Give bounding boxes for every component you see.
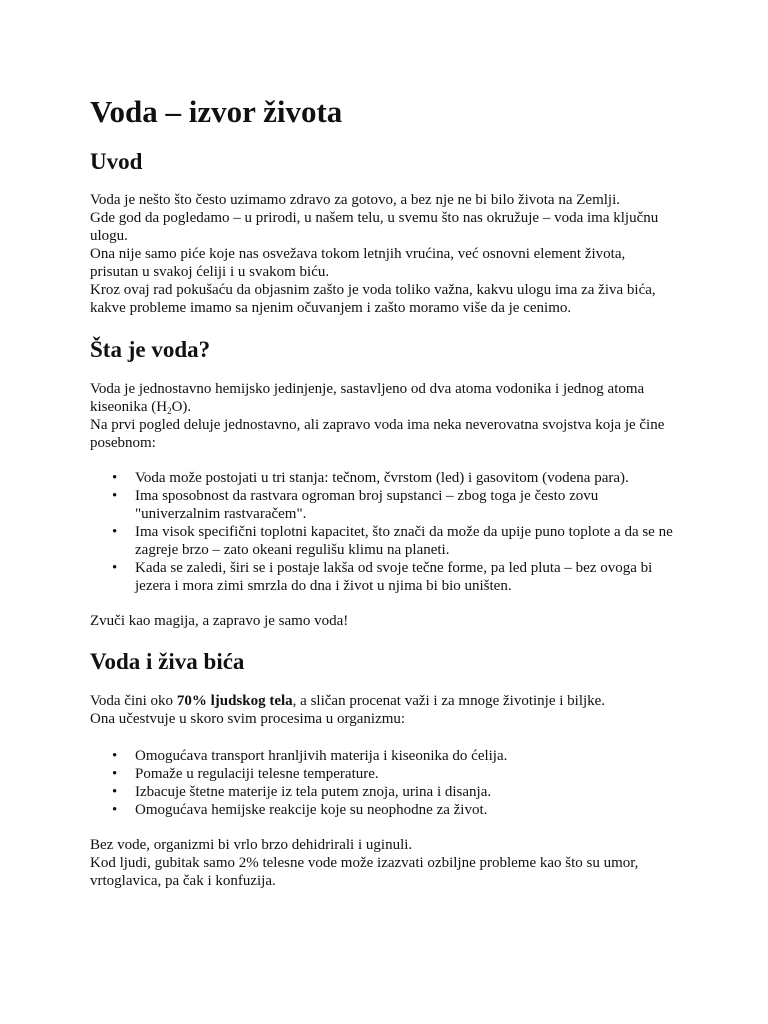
bullet-glyph: •	[112, 802, 118, 818]
bullet-glyph: •	[112, 560, 118, 576]
paragraph-line: vrtoglavica, pa čak i konfuzija.	[90, 873, 276, 889]
paragraph-line	[90, 398, 690, 416]
section-heading-uvod: Uvod	[90, 149, 143, 174]
paragraph-line: Kroz ovaj rad pokušaću da objasnim zašto je voda toliko važna, kakvu ulogu ima za živa bića,	[90, 282, 656, 298]
paragraph-line: Gde god da pogledamo – u prirodi, u našem telu, u svemu što nas okružuje – voda ima ključnu	[90, 210, 659, 226]
text-run: , a sličan procenat važi i za mnoge životinje i biljke.	[292, 693, 606, 709]
voda-i-ziva-bica-intro	[90, 692, 690, 728]
paragraph-line: posebnom:	[90, 435, 156, 451]
voda-i-ziva-bica-closing	[90, 836, 690, 890]
paragraph-line: Kod ljudi, gubitak samo 2% telesne vode može izazvati ozbiljne probleme kao što su umor,	[90, 855, 639, 871]
list-item-line: Kada se zaledi, širi se i postaje lakša od svoje tečne forme, pa led pluta – bez ovoga bi	[135, 560, 653, 576]
paragraph-line: Ona nije samo piće koje nas osvežava tokom letnjih vrućina, već osnovni element života,	[90, 246, 626, 262]
list-item-line: Ima visok specifični toplotni kapacitet, što znači da može da upije puno toplote a da se ne	[135, 524, 673, 540]
water-properties-list	[90, 469, 690, 595]
list-item-line: Ima sposobnost da rastvara ogroman broj supstanci – zbog toga je često zovu	[135, 488, 599, 504]
list-item-line: Pomaže u regulaciji telesne temperature.	[135, 766, 379, 782]
list-item	[90, 487, 690, 523]
text-run: Voda čini oko	[90, 693, 177, 709]
formula-prefix: kiseonika (H	[90, 399, 168, 415]
paragraph-line: Voda je nešto što često uzimamo zdravo za gotovo, a bez nje ne bi bilo života na Zemlji.	[90, 192, 620, 208]
list-item	[90, 801, 690, 819]
paragraph-line	[90, 692, 690, 710]
list-item	[90, 559, 690, 595]
list-item	[90, 783, 690, 801]
bullet-glyph: •	[112, 748, 118, 764]
list-item-line: Izbacuje štetne materije iz tela putem znoja, urina i disanja.	[135, 784, 492, 800]
list-item-line: Omogućava transport hranljivih materija i kiseonika do ćelija.	[135, 748, 508, 764]
section-heading-sta-je-voda: Šta je voda?	[90, 337, 211, 362]
list-item-line: "univerzalnim rastvaračem".	[135, 506, 307, 522]
bold-text-run: 70% ljudskog tela	[176, 693, 293, 709]
paragraph-line: Zvuči kao magija, a zapravo je samo voda!	[90, 613, 349, 629]
formula-subscript: 2	[167, 406, 172, 416]
sta-je-voda-closing	[90, 612, 690, 630]
paragraph-line: Bez vode, organizmi bi vrlo brzo dehidrirali i uginuli.	[90, 837, 413, 853]
list-item	[90, 469, 690, 487]
paragraph-line: Voda je jednostavno hemijsko jedinjenje, sastavljeno od dva atoma vodonika i jednog atoma	[90, 381, 645, 397]
list-item-line: zagreje brzo – zato okeani regulišu klimu na planeti.	[135, 542, 450, 558]
bullet-glyph: •	[112, 784, 118, 800]
paragraph-line: Na prvi pogled deluje jednostavno, ali zapravo voda ima neka neverovatna svojstva koja je čine	[90, 417, 665, 433]
list-item-line: Omogućava hemijske reakcije koje su neophodne za život.	[135, 802, 488, 818]
list-item	[90, 747, 690, 765]
uvod-paragraph	[90, 191, 690, 317]
bullet-glyph: •	[112, 766, 118, 782]
bullet-glyph: •	[112, 488, 118, 504]
bullet-glyph: •	[112, 470, 118, 486]
document-title: Voda – izvor života	[90, 94, 343, 129]
list-item	[90, 523, 690, 559]
list-item	[90, 765, 690, 783]
paragraph-line: ulogu.	[90, 228, 128, 244]
list-item-line: Voda može postojati u tri stanja: tečnom, čvrstom (led) i gasovitom (vodena para).	[135, 470, 629, 486]
paragraph-line: kakve probleme imamo sa njenim očuvanjem i zašto moramo više da je cenimo.	[90, 300, 572, 316]
paragraph-line: Ona učestvuje u skoro svim procesima u organizmu:	[90, 711, 406, 727]
organism-functions-list	[90, 747, 690, 819]
bullet-glyph: •	[112, 524, 118, 540]
formula-suffix: O).	[171, 399, 192, 415]
sta-je-voda-intro	[90, 380, 690, 452]
section-heading-voda-i-ziva-bica: Voda i živa bića	[90, 649, 245, 674]
list-item-line: jezera i mora zimi smrzla do dna i život u njima bi bio uništen.	[135, 578, 512, 594]
paragraph-line: prisutan u svakoj ćeliji i u svakom biću.	[90, 264, 330, 280]
